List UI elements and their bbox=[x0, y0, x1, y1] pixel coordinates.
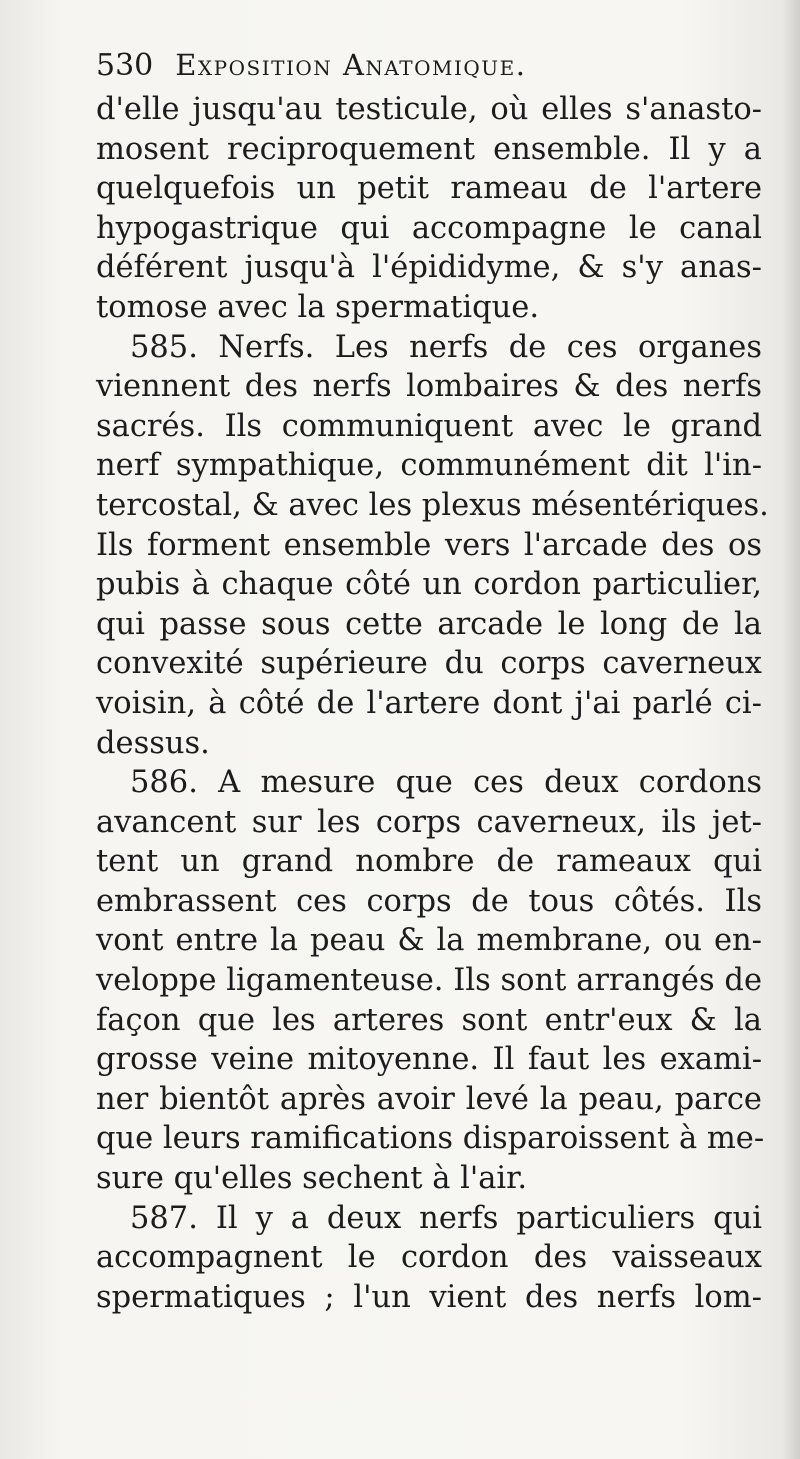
text-line: tent un grand nombre de rameaux qui bbox=[96, 844, 762, 880]
text-line: veloppe ligamenteuse. Ils sont arrangés de bbox=[96, 963, 762, 999]
text-line: pubis à chaque côté un cordon particulier, bbox=[96, 567, 762, 603]
text-line: tomose avec la spermatique. bbox=[96, 289, 540, 325]
paragraph-585-start: 585. Nerfs. Les nerfs de ces organes bbox=[130, 329, 762, 365]
text-line: avancent sur les corps caverneux, ils jet- bbox=[96, 804, 762, 840]
text-line: viennent des nerfs lombaires & des nerfs bbox=[96, 369, 762, 405]
page-header bbox=[96, 40, 762, 90]
text-line: d'elle jusqu'au testicule, où elles s'anasto- bbox=[96, 92, 762, 127]
text-line: que leurs ramifications disparoissent à me- bbox=[96, 1121, 765, 1157]
text-line: mosent reciproquement ensemble. Il y a bbox=[96, 131, 762, 167]
text-line: qui passe sous cette arcade le long de la bbox=[96, 606, 762, 642]
text-line: tercostal, & avec les plexus mésentériques. bbox=[96, 487, 769, 523]
text-line: Ils forment ensemble vers l'arcade des os bbox=[96, 527, 762, 563]
text-line: déférent jusqu'à l'épididyme, & s'y anas- bbox=[96, 250, 762, 286]
paragraph-587-start: 587. Il y a deux nerfs particuliers qui bbox=[130, 1200, 762, 1236]
text-line: nerf sympathique, communément dit l'in- bbox=[96, 448, 762, 484]
text-line: façon que les arteres sont entr'eux & la bbox=[96, 1002, 762, 1038]
text-line: sure qu'elles sechent à l'air. bbox=[96, 1161, 528, 1197]
text-line: voisin, à côté de l'artere dont j'ai parlé ci- bbox=[96, 685, 762, 721]
text-line: quelquefois un petit rameau de l'artere bbox=[96, 171, 762, 207]
text-line: spermatiques ; l'un vient des nerfs lom- bbox=[96, 1279, 762, 1315]
text-line: hypogastrique qui accompagne le canal bbox=[96, 210, 762, 246]
page-edge-shadow bbox=[782, 0, 800, 1459]
page-number: 530 bbox=[96, 48, 154, 83]
paragraph-586-start: 586. A mesure que ces deux cordons bbox=[130, 765, 762, 801]
text-line: convexité supérieure du corps caverneux bbox=[96, 646, 762, 682]
text-line: vont entre la peau & la membrane, ou en- bbox=[96, 923, 762, 959]
text-line: sacrés. Ils communiquent avec le grand bbox=[96, 408, 762, 444]
text-line: accompagnent le cordon des vaisseaux bbox=[96, 1240, 762, 1276]
text-line: grosse veine mitoyenne. Il faut les exami- bbox=[96, 1042, 762, 1078]
text-line: ner bientôt après avoir levé la peau, parce bbox=[96, 1081, 762, 1117]
text-line: embrassent ces corps de tous côtés. Ils bbox=[96, 883, 762, 919]
text-block bbox=[96, 40, 769, 1317]
running-title: Exposition Anatomique. bbox=[175, 48, 527, 82]
text-line: dessus. bbox=[96, 725, 210, 761]
